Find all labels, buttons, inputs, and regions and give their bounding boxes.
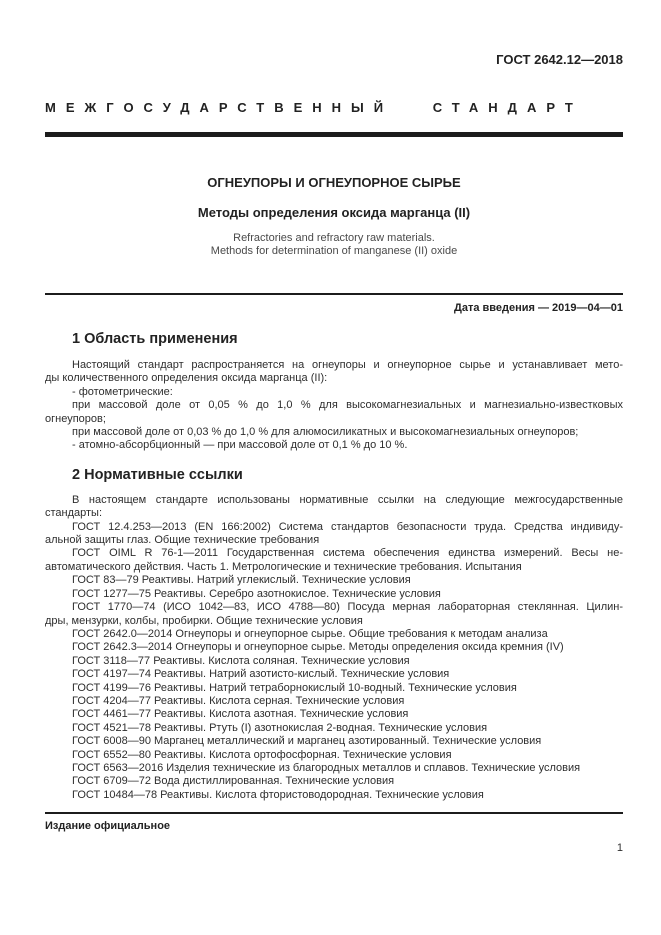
gost-reference-line: ГОСТ 83—79 Реактивы. Натрий углекислый. Технические условия <box>72 574 411 587</box>
gost-reference-line: ГОСТ 2642.3—2014 Огнеупоры и огнеупорное сырье. Методы определения оксида кремния (IV) <box>72 641 564 654</box>
body-line: при массовой доле от 0,03 % до 1,0 % для алюмосиликатных и высокомагнезиальных огнеупоров; <box>72 426 579 439</box>
title-ru-sub: Методы определения оксида марганца (II) <box>197 205 471 220</box>
body-line: - атомно-абсорбционный — при массовой доле от 0,1 % до 10 %. <box>72 439 408 452</box>
gost-reference-line: ГОСТ 10484—78 Реактивы. Кислота фтористоводородная. Технические условия <box>72 788 484 801</box>
gost-reference-line: ГОСТ 12.4.253—2013 (EN 166:2002) Система стандартов безопасности труда. Средства индивиду- <box>72 520 623 533</box>
gost-reference-line: ГОСТ 3118—77 Реактивы. Кислота соляная. Технические условия <box>72 654 410 667</box>
gost-reference-line: автоматического действия. Часть 1. Метрологические и технические требования. Испытания <box>45 560 522 573</box>
body-line: ды количественного определения оксида марганца (II): <box>45 372 328 385</box>
gost-reference-line: ГОСТ 4461—77 Реактивы. Кислота азотная. Технические условия <box>72 708 409 721</box>
date-rule <box>45 293 623 295</box>
effective-date: Дата введения — 2019—04—01 <box>454 302 623 314</box>
gost-reference-line: ГОСТ 4199—76 Реактивы. Натрий тетраборнокислый 10-водный. Технические условия <box>72 681 517 694</box>
standard-type-heading: МЕЖГОСУДАРСТВЕННЫЙ СТАНДАРТ <box>45 100 583 115</box>
body-line: В настоящем стандарте использованы нормативные ссылки на следующие межгосударственные <box>72 493 623 506</box>
title-en-line1: Refractories and refractory raw materials. <box>233 232 435 244</box>
body-line: Настоящий стандарт распространяется на огнеупоры и огнеупорное сырье и устанавливает мето- <box>72 359 623 371</box>
gost-reference-line: ГОСТ 6552—80 Реактивы. Кислота ортофосфорная. Технические условия <box>72 748 452 761</box>
gost-reference-line: ГОСТ OIML R 76-1—2011 Государственная система обеспечения единства измерений. Весы не- <box>72 547 623 560</box>
gost-reference-line: ГОСТ 4521—78 Реактивы. Ртуть (I) азотнокислая 2-водная. Технические условия <box>72 721 488 734</box>
gost-reference-line: ГОСТ 6563—2016 Изделия технические из благородных металлов и сплавов. Технические условия <box>72 761 581 774</box>
gost-reference-line: дры, мензурки, колбы, пробирки. Общие технические условия <box>45 614 363 627</box>
gost-reference-line: ГОСТ 2642.0—2014 Огнеупоры и огнеупорное сырье. Общие требования к методам анализа <box>72 627 548 640</box>
gost-reference-line: ГОСТ 4197—74 Реактивы. Натрий азотисто-кислый. Технические условия <box>72 668 450 681</box>
body-line: стандарты: <box>45 507 103 520</box>
gost-reference-line: ГОСТ 6709—72 Вода дистиллированная. Технические условия <box>72 775 395 788</box>
header-rule <box>45 132 623 137</box>
page-number: 1 <box>616 842 623 855</box>
section-2-heading: 2 Нормативные ссылки <box>72 466 243 483</box>
gost-reference-line: ГОСТ 1770—74 (ИСО 1042—83, ИСО 4788—80) Посуда мерная лабораторная стеклянная. Цилин- <box>72 601 623 614</box>
doc-number: ГОСТ 2642.12—2018 <box>496 52 623 67</box>
gost-reference-line: альной защиты глаз. Общие технические требования <box>45 534 320 547</box>
page-content <box>45 0 623 854</box>
body-line: огнеупоров; <box>45 412 106 425</box>
gost-reference-line: ГОСТ 4204—77 Реактивы. Кислота серная. Технические условия <box>72 694 405 707</box>
section-2-body <box>45 494 623 802</box>
gost-reference-line: ГОСТ 6008—90 Марганец металлический и марганец азотированный. Технические условия <box>72 735 542 748</box>
edition-note: Издание официальное <box>45 820 171 833</box>
footer-rule <box>45 812 623 814</box>
body-line: при массовой доле от 0,05 % до 1,0 % для высокомагнезиальных и магнезиально-известковых <box>72 399 623 412</box>
section-1-body <box>45 359 623 453</box>
title-en-line2: Methods for determination of manganese (II) oxide <box>210 245 458 257</box>
body-line: - фотометрические: <box>72 385 173 398</box>
gost-reference-line: ГОСТ 1277—75 Реактивы. Серебро азотнокислое. Технические условия <box>72 587 441 600</box>
title-ru-main: ОГНЕУПОРЫ И ОГНЕУПОРНОЕ СЫРЬЕ <box>207 175 461 190</box>
section-1-heading: 1 Область применения <box>72 331 238 347</box>
